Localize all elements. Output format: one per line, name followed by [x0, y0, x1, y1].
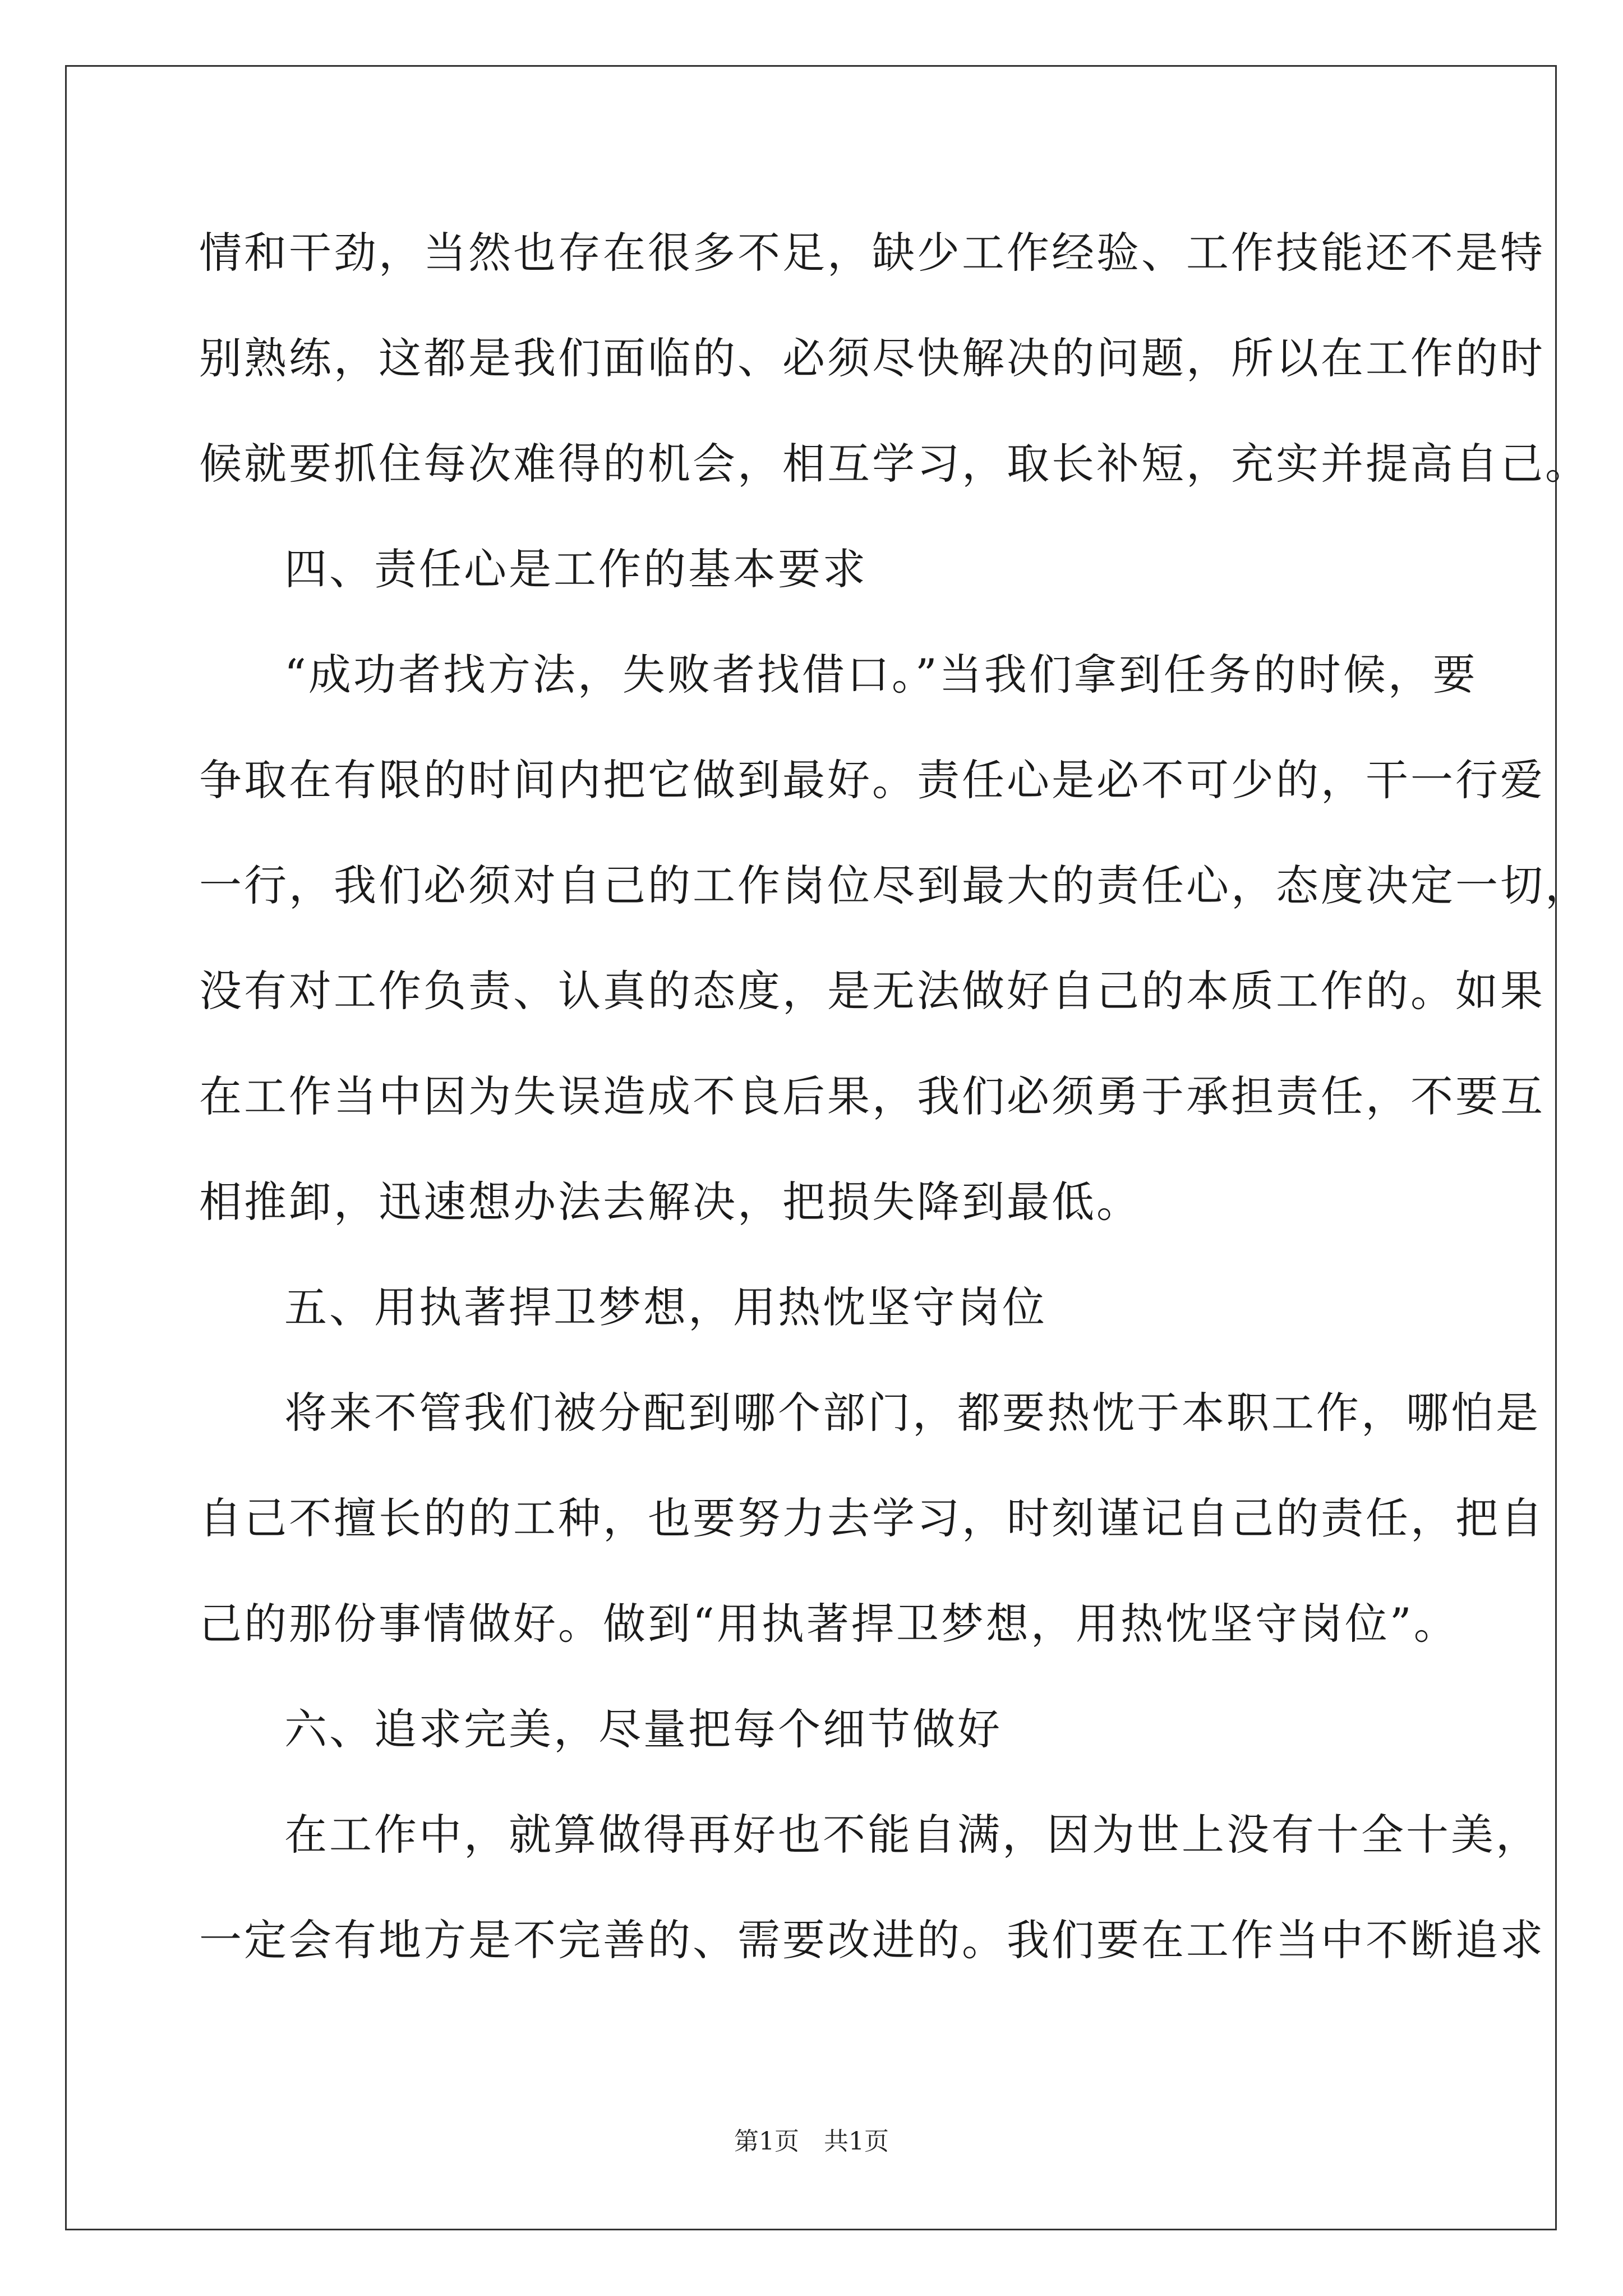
- paragraph-line: 在工作当中因为失误造成不良后果，我们必须勇于承担责任，不要互: [199, 1071, 1545, 1121]
- page-number-footer: 第1页 共1页: [734, 2127, 889, 2156]
- section-heading: 五、用执著捍卫梦想，用热忱坚守岗位: [284, 1282, 1047, 1332]
- paragraph-line: 没有对工作负责、认真的态度，是无法做好自己的本质工作的。如果: [199, 966, 1545, 1016]
- paragraph-line: 别熟练，这都是我们面临的、必须尽快解决的问题，所以在工作的时: [199, 333, 1545, 383]
- paragraph-line: 在工作中，就算做得再好也不能自满，因为世上没有十全十美，: [284, 1810, 1541, 1860]
- paragraph-line: 将来不管我们被分配到哪个部门，都要热忱于本职工作，哪怕是: [284, 1388, 1541, 1438]
- section-heading: 四、责任心是工作的基本要求: [284, 544, 868, 594]
- paragraph-line: 一行，我们必须对自己的工作岗位尽到最大的责任心，态度决定一切，: [199, 861, 1590, 910]
- page-border: [65, 65, 1557, 2230]
- paragraph-line: “成功者找方法，失败者找借口。”当我们拿到任务的时候，要: [284, 650, 1478, 700]
- paragraph-line: 争取在有限的时间内把它做到最好。责任心是必不可少的，干一行爱: [199, 755, 1545, 805]
- paragraph-line: 相推卸，迅速想办法去解决，把损失降到最低。: [199, 1177, 1141, 1227]
- paragraph-line: 候就要抓住每次难得的机会，相互学习，取长补短，充实并提高自己。: [199, 439, 1590, 489]
- paragraph-line: 情和干劲，当然也存在很多不足，缺少工作经验、工作技能还不是特: [199, 228, 1545, 278]
- paragraph-line: 一定会有地方是不完善的、需要改进的。我们要在工作当中不断追求: [199, 1915, 1545, 1965]
- paragraph-line: 己的那份事情做好。做到“用执著捍卫梦想，用热忱坚守岗位”。: [199, 1599, 1459, 1649]
- paragraph-line: 自己不擅长的的工种，也要努力去学习，时刻谨记自己的责任，把自: [199, 1493, 1545, 1543]
- section-heading: 六、追求完美，尽量把每个细节做好: [284, 1704, 1002, 1754]
